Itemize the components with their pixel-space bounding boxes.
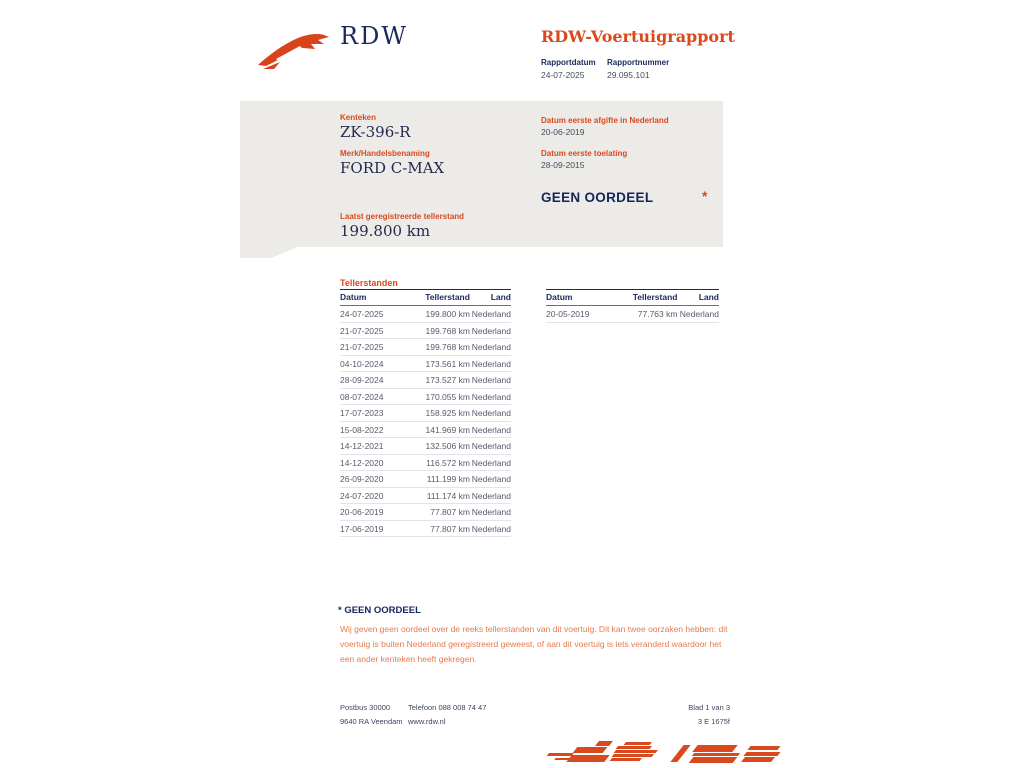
table-row — [340, 454, 511, 471]
toelating-value: 28-09-2015 — [541, 160, 585, 170]
table-cell: 20-05-2019 — [546, 306, 615, 323]
tellerstanden-section-title: Tellerstanden — [340, 278, 398, 288]
table-cell: 111.174 km — [408, 487, 470, 504]
footer-page-number: Blad 1 van 3 — [688, 703, 730, 712]
table-row — [340, 405, 511, 422]
deco-stripe — [624, 742, 652, 745]
table-header-row — [546, 290, 719, 306]
deco-stripe — [670, 745, 690, 762]
table-row — [340, 388, 511, 405]
deco-stripe — [692, 753, 740, 756]
rdw-wordmark: RDW — [340, 22, 408, 50]
footer-address-line2: 9640 RA Veendam — [340, 717, 403, 726]
table-cell: 199.800 km — [408, 306, 470, 323]
rdw-bird-logo-icon — [256, 24, 332, 70]
footer-form-code: 3 E 1675f — [697, 717, 730, 726]
table-cell: 17-07-2023 — [340, 405, 408, 422]
toelating-label: Datum eerste toelating — [541, 149, 628, 158]
table-cell: Nederland — [470, 471, 511, 488]
table-cell: Nederland — [470, 388, 511, 405]
table-cell: 08-07-2024 — [340, 388, 408, 405]
table-cell: 15-08-2022 — [340, 421, 408, 438]
table-row — [340, 372, 511, 389]
table-cell: 199.768 km — [408, 339, 470, 356]
table-cell: 20-06-2019 — [340, 504, 408, 521]
table-cell: Nederland — [470, 487, 511, 504]
table-cell: 77.807 km — [408, 504, 470, 521]
column-header-tellerstand: Tellerstand — [615, 290, 677, 306]
table-cell: 21-07-2025 — [340, 339, 408, 356]
deco-stripe — [566, 755, 609, 762]
table-cell: Nederland — [470, 438, 511, 455]
table-cell: 111.199 km — [408, 471, 470, 488]
column-header-datum: Datum — [546, 290, 615, 306]
deco-stripe — [614, 750, 658, 753]
deco-stripe — [573, 747, 608, 753]
table-row — [340, 339, 511, 356]
report-number-label: Rapportnummer — [607, 58, 670, 67]
footer-phone: Telefoon 088 008 74 47 — [408, 703, 487, 712]
table-cell: Nederland — [470, 322, 511, 339]
table-header-row — [340, 290, 511, 306]
table-cell: 28-09-2024 — [340, 372, 408, 389]
table-row — [340, 421, 511, 438]
table-cell: 04-10-2024 — [340, 355, 408, 372]
table-cell: 199.768 km — [408, 322, 470, 339]
verdict-asterisk: * — [702, 188, 708, 204]
table-cell: 141.969 km — [408, 421, 470, 438]
document-title: RDW-Voertuigrapport — [541, 27, 735, 46]
table-row — [340, 306, 511, 323]
table-cell: Nederland — [470, 405, 511, 422]
footnote-title: * GEEN OORDEEL — [338, 605, 421, 616]
merk-label: Merk/Handelsbenaming — [340, 149, 430, 158]
deco-stripe — [743, 752, 780, 756]
table-cell: Nederland — [470, 454, 511, 471]
table-row — [340, 487, 511, 504]
deco-stripe — [692, 745, 737, 752]
deco-stripe — [595, 741, 613, 746]
deco-stripe — [747, 746, 780, 750]
report-number-value: 29.095.101 — [607, 70, 650, 80]
table-cell: Nederland — [470, 421, 511, 438]
kenteken-label: Kenteken — [340, 113, 377, 122]
deco-stripe — [741, 757, 775, 762]
footnote-body: Wij geven geen oordeel over de reeks tellerstanden van dit voertuig. Dit kan twee oorzaken hebben: dit voertuig is buiten Nederland geregistreerd geweest, of aan dit voertuig is iets veranderd waardoor het een ander kenteken heeft gekregen. — [340, 624, 728, 664]
odometer-table-right — [546, 289, 719, 323]
verdict-text: GEEN OORDEEL — [541, 190, 654, 205]
table-row — [340, 438, 511, 455]
table-row — [546, 306, 719, 323]
table-cell: 173.527 km — [408, 372, 470, 389]
table-row — [340, 504, 511, 521]
odometer-table-left — [340, 289, 511, 537]
table-cell: 17-06-2019 — [340, 520, 408, 537]
table-cell: 170.055 km — [408, 388, 470, 405]
tellerstand-label: Laatst geregistreerde tellerstand — [340, 212, 465, 221]
table-cell: Nederland — [470, 339, 511, 356]
table-cell: Nederland — [470, 306, 511, 323]
table-cell: 77.807 km — [408, 520, 470, 537]
table-cell: 14-12-2020 — [340, 454, 408, 471]
tellerstand-value: 199.800 km — [340, 222, 431, 240]
table-row — [340, 355, 511, 372]
column-header-land: Land — [470, 290, 511, 306]
column-header-tellerstand: Tellerstand — [408, 290, 470, 306]
deco-stripe — [689, 757, 738, 763]
deco-stripe — [612, 754, 654, 757]
table-cell: Nederland — [470, 355, 511, 372]
table-cell: Nederland — [470, 520, 511, 537]
report-date-label: Rapportdatum — [541, 58, 596, 67]
afgifte-value: 20-06-2019 — [541, 127, 585, 137]
table-cell: Nederland — [470, 504, 511, 521]
report-date-value: 24-07-2025 — [541, 70, 585, 80]
table-cell: 14-12-2021 — [340, 438, 408, 455]
table-row — [340, 520, 511, 537]
rdw-deco-graphic — [545, 737, 807, 768]
deco-stripe — [616, 746, 652, 749]
table-row — [340, 322, 511, 339]
merk-value: FORD C-MAX — [340, 159, 445, 177]
table-cell: 158.925 km — [408, 405, 470, 422]
footer-website: www.rdw.nl — [408, 717, 446, 726]
table-cell: 116.572 km — [408, 454, 470, 471]
table-cell: 77.763 km — [615, 306, 677, 323]
table-row — [340, 471, 511, 488]
footer-address-line1: Postbus 30000 — [340, 703, 391, 712]
table-cell: 24-07-2020 — [340, 487, 408, 504]
table-cell: Nederland — [677, 306, 719, 323]
table-cell: 26-09-2020 — [340, 471, 408, 488]
table-cell: 24-07-2025 — [340, 306, 408, 323]
afgifte-label: Datum eerste afgifte in Nederland — [541, 116, 669, 125]
table-cell: Nederland — [470, 372, 511, 389]
table-cell: 173.561 km — [408, 355, 470, 372]
deco-stripe — [610, 758, 642, 761]
column-header-datum: Datum — [340, 290, 408, 306]
table-cell: 21-07-2025 — [340, 322, 408, 339]
column-header-land: Land — [677, 290, 719, 306]
kenteken-value: ZK-396-R — [340, 123, 411, 141]
table-cell: 132.506 km — [408, 438, 470, 455]
